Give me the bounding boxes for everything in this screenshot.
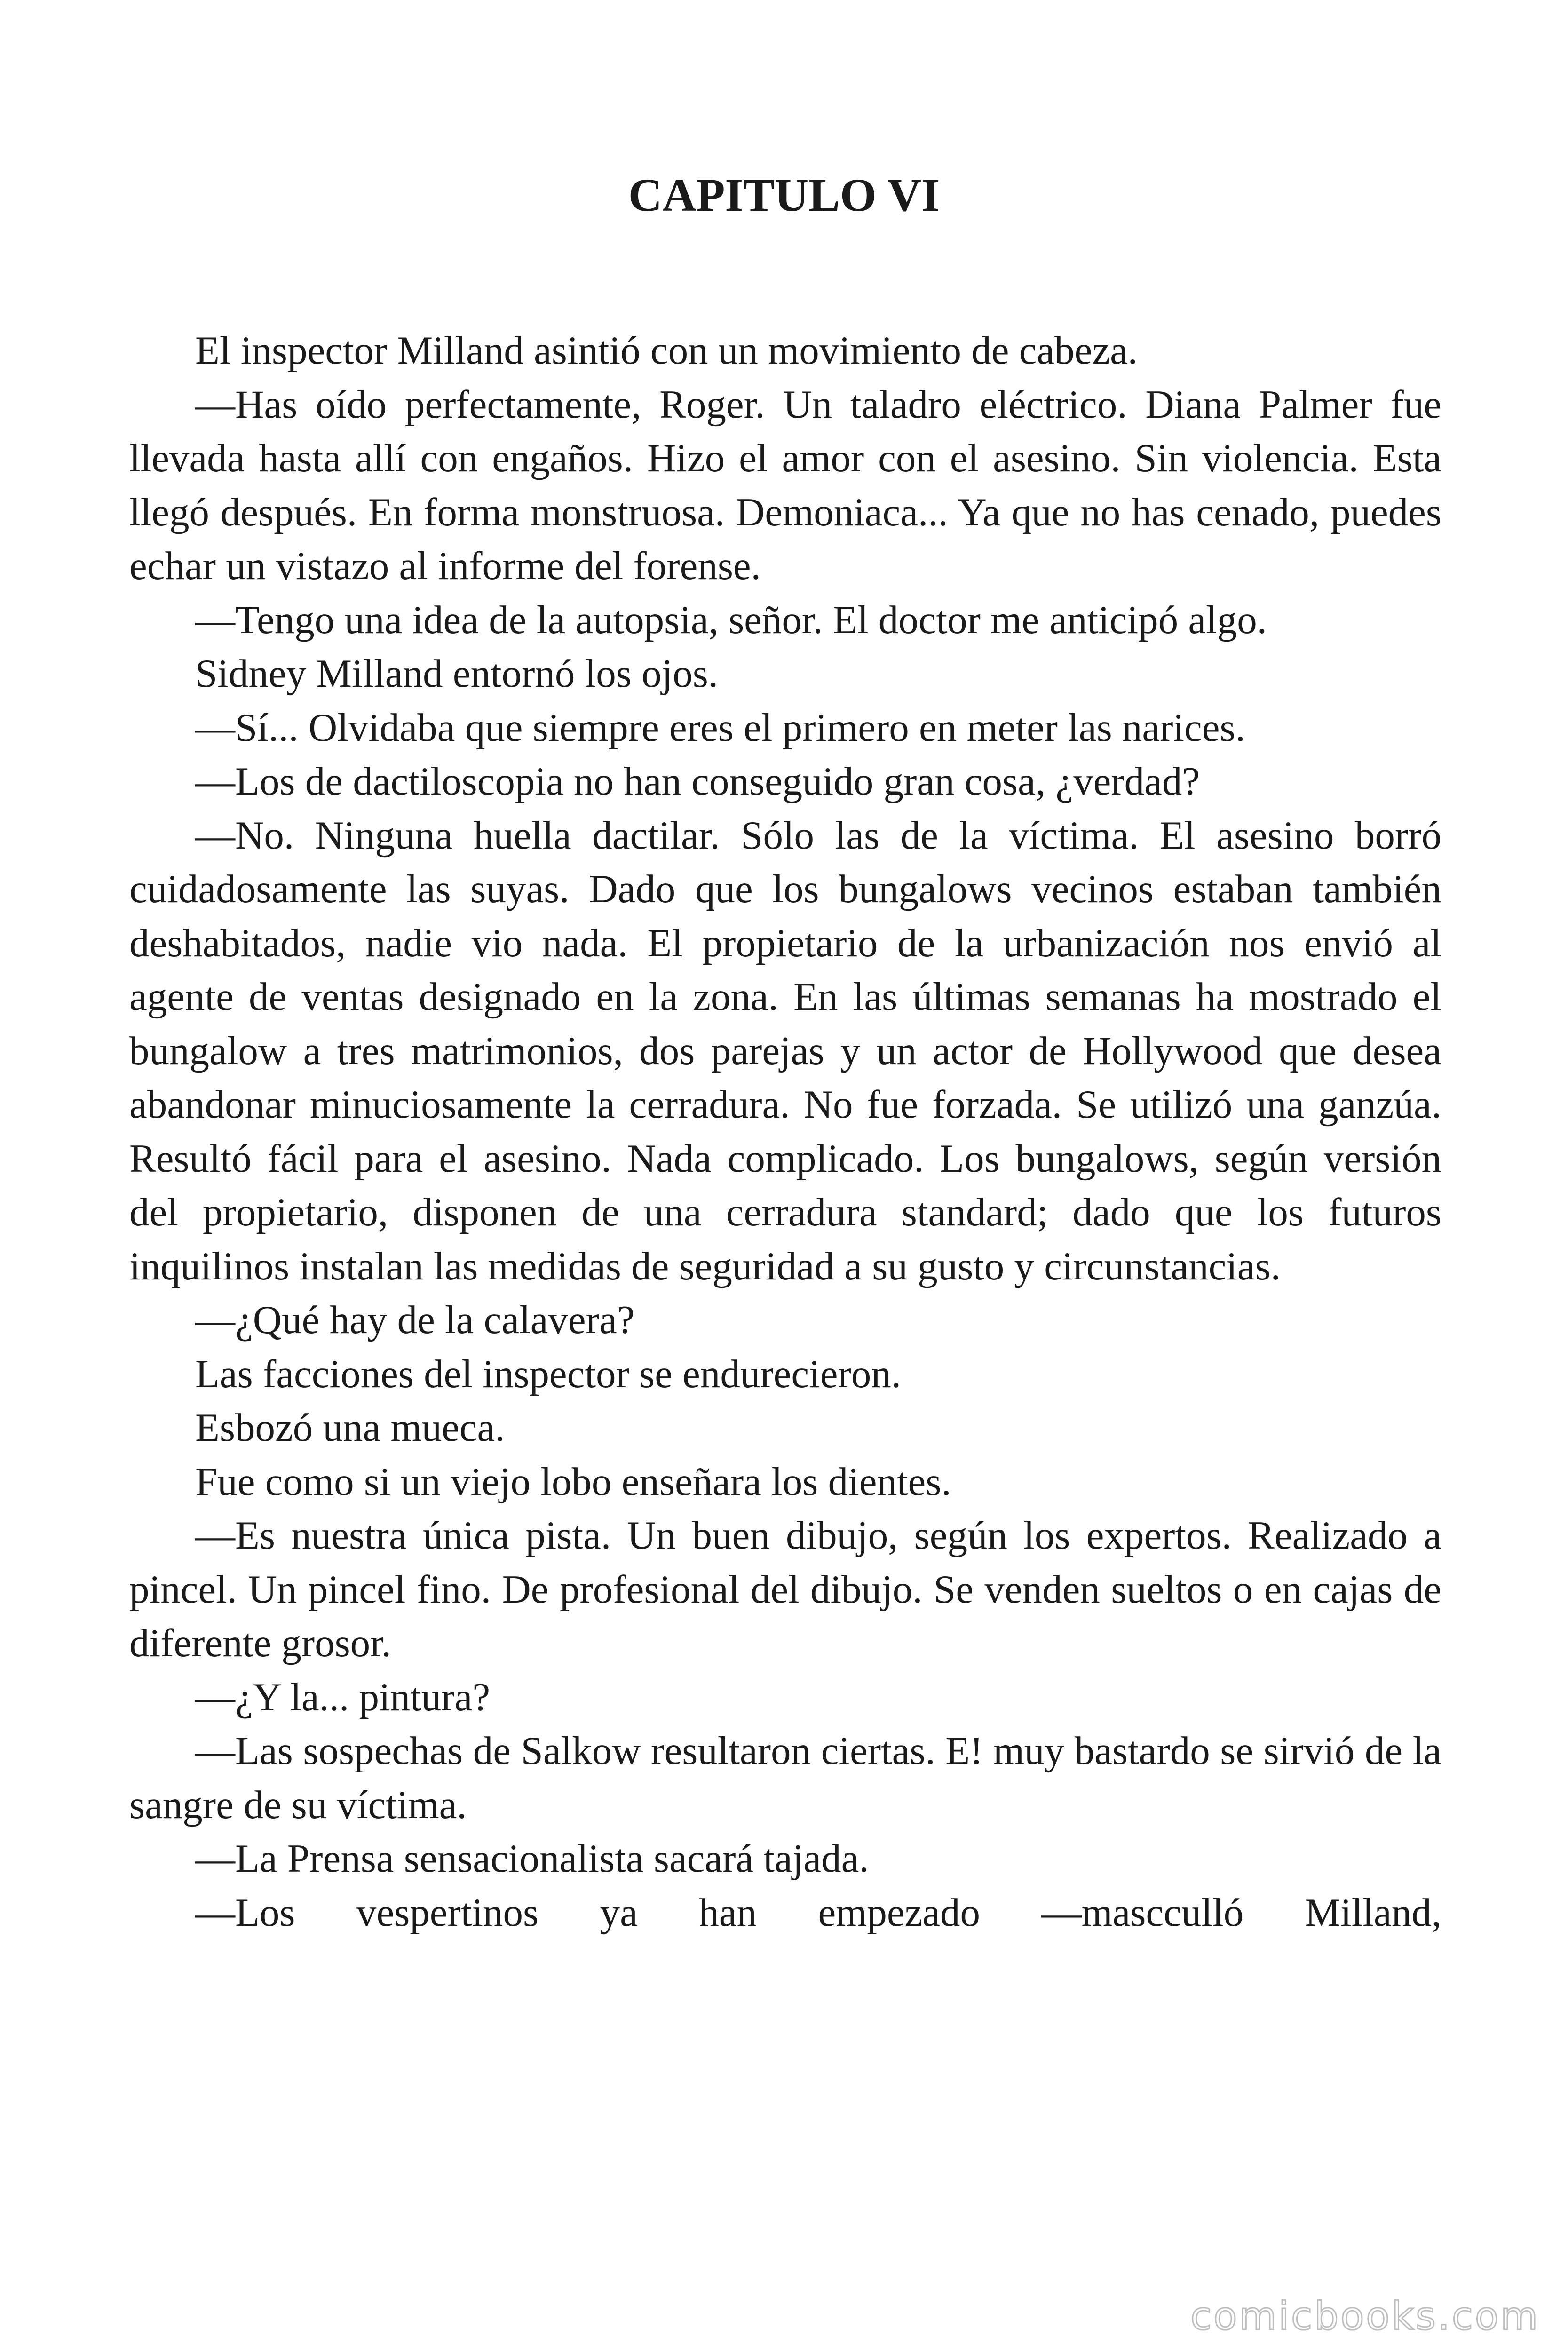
paragraph: —No. Ninguna huella dactilar. Sólo las de la víctima. El asesino borró cuidadosamente las suyas. Dado que los bungalows vecinos estaban también deshabitados, nadie vio nada. El propietario de la urbanización nos envió al agente de ventas designado en la zona. En las últimas semanas ha mostrado el bungalow a tres matrimonios, dos parejas y un actor de Hollywood que desea abandonar minuciosamente la cerradura. No fue forzada. Se utilizó una ganzúa. Resultó fácil para el asesino. Nada complicado. Los bungalows, según versión del propietario, disponen de una cerradura standard; dado que los futuros inquilinos instalan las medidas de seguridad a su gusto y circunstancias. (129, 813, 1441, 1288)
chapter-title: CAPITULO VI (628, 169, 940, 221)
chapter-text (129, 324, 1441, 1939)
paragraph: —¿Y la... pintura? (195, 1675, 491, 1719)
paragraph: —Tengo una idea de la autopsia, señor. El doctor me anticipó algo. (195, 597, 1267, 642)
paragraph: —Es nuestra única pista. Un buen dibujo, según los expertos. Realizado a pincel. Un pincel fino. De profesional del dibujo. Se venden sueltos o en cajas de diferente grosor. (129, 1513, 1441, 1665)
paragraph: —Los de dactiloscopia no han conseguido gran cosa, ¿verdad? (195, 759, 1200, 803)
paragraph: Las facciones del inspector se endurecieron. (195, 1351, 901, 1396)
paragraph: Fue como si un viejo lobo enseñara los dientes. (195, 1459, 951, 1504)
paragraph: —Sí... Olvidaba que siempre eres el primero en meter las narices. (195, 705, 1245, 750)
paragraph: —Las sospechas de Salkow resultaron ciertas. E! muy bastardo se sirvió de la sangre de su víctima. (129, 1729, 1441, 1827)
paragraph: —Los vespertinos ya han empezado —mascculló Milland, (195, 1890, 1441, 1935)
paragraph: —Has oído perfectamente, Roger. Un taladro eléctrico. Diana Palmer fue llevada hasta allí con engaños. Hizo el amor con el asesino. Sin violencia. Esta llegó después. En forma monstruosa. Demoniaca... Ya que no has cenado, puedes echar un vistazo al informe del forense. (129, 382, 1441, 588)
paragraph: Sidney Milland entornó los ojos. (195, 652, 719, 696)
paragraph: —La Prensa sensacionalista sacará tajada. (195, 1836, 869, 1881)
paragraph: Esbozó una mueca. (195, 1406, 505, 1450)
paragraph: —¿Qué hay de la calavera? (195, 1298, 635, 1342)
watermark: comicbooks.com (1190, 2294, 1540, 2339)
paragraph: El inspector Milland asintió con un movimiento de cabeza. (195, 328, 1138, 373)
